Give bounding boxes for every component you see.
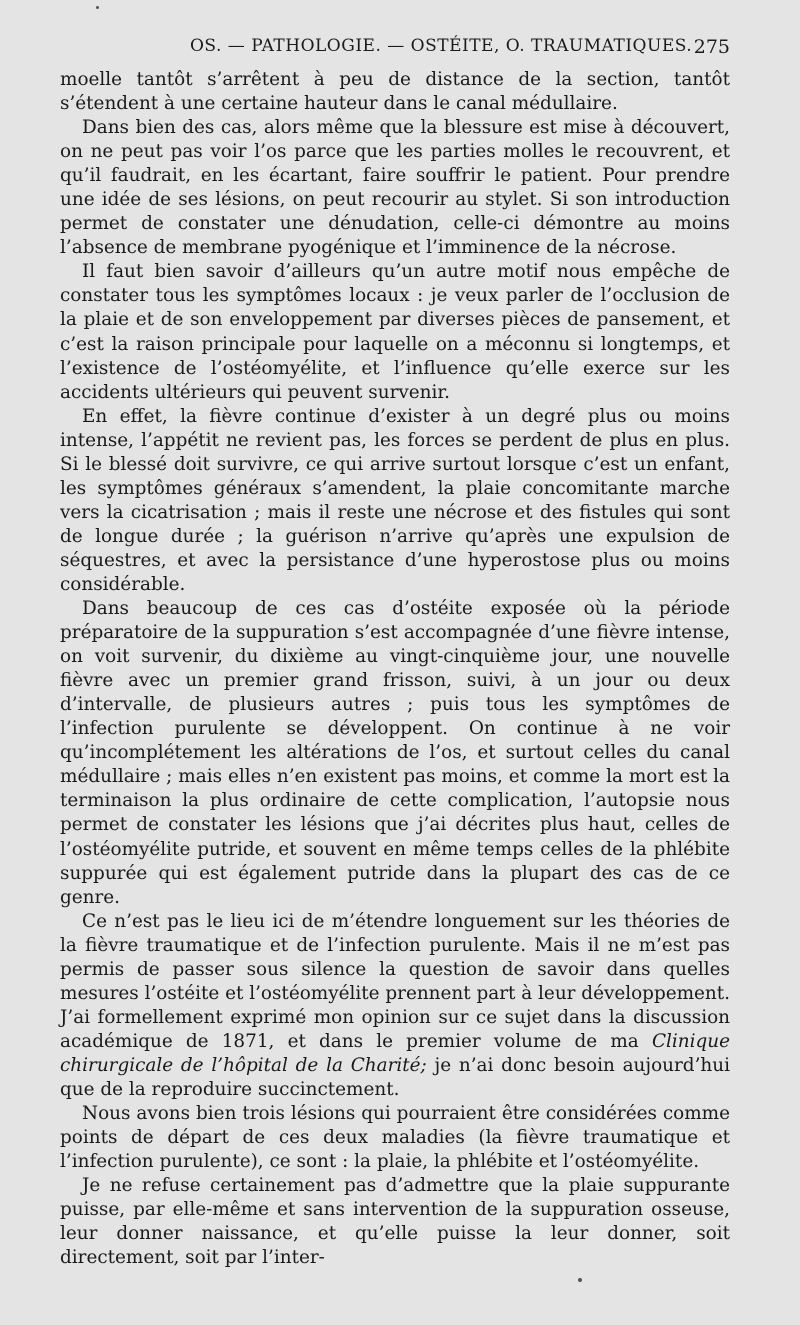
ink-speck <box>96 6 99 9</box>
italic-title: Clinique chirurgicale de l’hôpital de la Charité; <box>60 1030 730 1076</box>
paragraph <box>60 68 730 116</box>
text-run: Je ne refuse certainement pas d’admettre que la plaie suppurante puisse, par elle-même et sans intervention de la suppuration osseuse, leur donner naissance, et qu’elle puisse la leur donner, soit directement, soit par l’inter- <box>60 1175 730 1269</box>
text-run: je n’ai donc besoin aujourd’hui que de la reproduire succinctement. <box>60 1054 730 1100</box>
text-run: moelle tantôt s’arrêtent à peu de distance de la section, tantôt s’étendent à une certaine hauteur dans le canal médullaire. <box>60 69 730 115</box>
paragraph <box>60 910 730 1102</box>
text-run: Dans bien des cas, alors même que la blessure est mise à découvert, on ne peut pas voir l’os parce que les parties molles le recouvrent, et qu’il faudrait, en les écartant, faire souffrir le patient. Pour prendre une idée de ses lésions, on peut recourir au stylet. Si son introduction permet de constater une dénudation, celle-ci démontre au moins l’absence de membrane pyogénique et l’imminence de la nécrose. <box>60 117 730 259</box>
paragraph <box>60 597 730 910</box>
running-header <box>60 36 730 66</box>
paragraph <box>60 116 730 260</box>
paragraph <box>60 1102 730 1174</box>
paragraph <box>60 405 730 597</box>
body-text <box>60 68 730 1270</box>
text-run: Ce n’est pas le lieu ici de m’étendre longuement sur les théories de la fièvre traumatique et de l’infection purulente. Mais il ne m’est pas permis de passer sous silence la question de savoir dans quelles mesures l’ostéite et l’ostéomyélite prennent part à leur développement. J’ai formellement exprimé mon opinion sur ce sujet dans la discussion académique de 1871, et dans le premier volume de ma <box>60 910 731 1052</box>
text-run: Nous avons bien trois lésions qui pourraient être considérées comme points de départ de ces deux maladies (la fièvre traumatique et l’infection purulente), ce sont : la plaie, la phlébite et l’ostéomyélite. <box>60 1103 730 1173</box>
paragraph <box>60 1174 730 1270</box>
running-title: OS. — PATHOLOGIE. — OSTÉITE, O. TRAUMATIQUES. <box>190 36 693 56</box>
text-run: Il faut bien savoir d’ailleurs qu’un autre motif nous empêche de constater tous les symptômes locaux : je veux parler de l’occlusion de la plaie et de son enveloppement par diverses pièces de pansement, et c’est la raison principale pour laquelle on a méconnu si longtemps, et l’existence de l’ostéomyélite, et l’influence qu’elle exerce sur les accidents ultérieurs qui peuvent survenir. <box>60 261 730 403</box>
page-number: 275 <box>693 36 730 58</box>
text-run: En effet, la fièvre continue d’exister à un degré plus ou moins intense, l’appétit ne revient pas, les forces se perdent de plus en plus. Si le blessé doit survivre, ce qui arrive surtout lorsque c’est un enfant, les symptômes généraux s’amendent, la plaie concomitante marche vers la cicatrisation ; mais il reste une nécrose et des fistules qui sont de longue durée ; la guérison n’arrive qu’après une expulsion de séquestres, et avec la persistance d’une hyperostose plus ou moins considérable. <box>60 405 730 595</box>
ink-speck <box>578 1278 582 1282</box>
paragraph <box>60 260 730 404</box>
text-run: Dans beaucoup de ces cas d’ostéite exposée où la période préparatoire de la suppuration s’est accompagnée d’une fièvre intense, on voit survenir, du dixième au vingt-cinquième jour, une nouvelle fièvre avec un premier grand frisson, suivi, à un jour ou deux d’intervalle, de plusieurs autres ; puis tous les symptômes de l’infection purulente se développent. On continue à ne voir qu’incomplétement les altérations de l’os, et surtout celles du canal médullaire ; mais elles n’en existent pas moins, et comme la mort est la terminaison la plus ordinaire de cette complication, l’autopsie nous permet de constater les lésions que j’ai décrites plus haut, celles de l’ostéomyélite putride, et souvent en même temps celles de la phlébite suppurée qui est également putride dans la plupart des cas de ce genre. <box>60 598 730 908</box>
